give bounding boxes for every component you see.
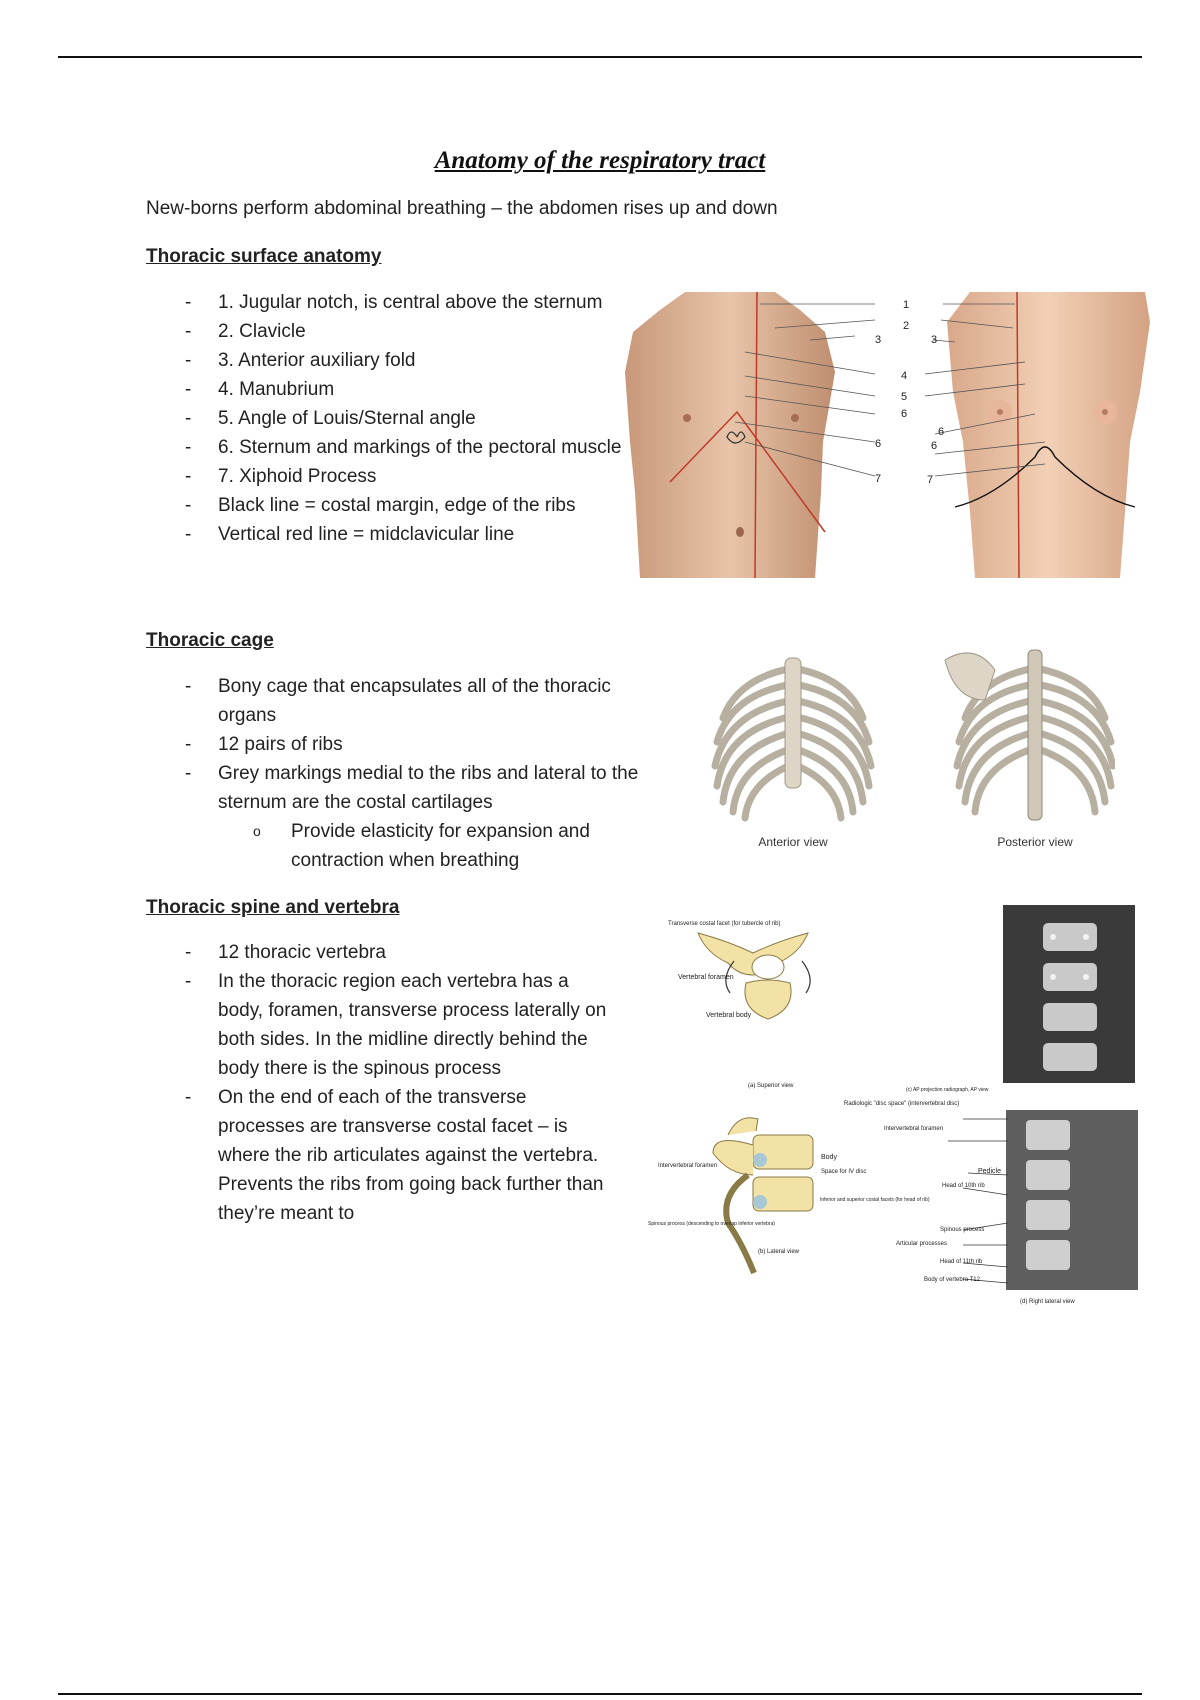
vertebral-foramen-label: Vertebral foramen — [678, 974, 734, 981]
list-item: - 12 thoracic vertebra — [185, 942, 386, 963]
list-item: - 5. Angle of Louis/Sternal angle — [185, 408, 476, 429]
intro-text: New-borns perform abdominal breathing – the abdomen rises up and down — [146, 198, 778, 219]
list-item: - 7. Xiphoid Process — [185, 466, 377, 487]
intervertebral-foramen-label: Intervertebral foramen — [658, 1163, 718, 1169]
surface-number: 5 — [901, 391, 908, 403]
spinous-process-short-label: Spinous process — [940, 1227, 985, 1233]
rib-cage-illustration — [705, 640, 1115, 850]
transverse-costal-facet-label: Transverse costal facet (for tubercle of rib) — [668, 921, 781, 927]
thoracic-vertebra-figure — [648, 905, 1138, 1320]
list-item: - 12 pairs of ribs — [185, 734, 343, 755]
section-heading-cage: Thoracic cage — [146, 630, 274, 651]
articular-processes-label: Articular processes — [896, 1241, 948, 1247]
list-item: - 1. Jugular notch, is central above the sternum — [185, 292, 603, 313]
surface-number: 3 — [931, 334, 938, 346]
body-of-t12-label: Body of vertebra T12 — [924, 1277, 980, 1283]
superior-view-caption: (a) Superior view — [748, 1083, 794, 1089]
page-title: Anatomy of the respiratory tract — [434, 147, 766, 174]
surface-bullet-list — [185, 288, 625, 549]
surface-number: 6 — [875, 438, 882, 450]
surface-number: 6 — [938, 426, 945, 438]
vertebra-illustration — [648, 905, 1138, 1320]
surface-number: 7 — [875, 473, 882, 485]
anterior-view-label: Anterior view — [758, 835, 828, 849]
surface-anatomy-figure — [625, 292, 1170, 578]
iv-foramen-label: Intervertebral foramen — [884, 1126, 944, 1132]
right-lateral-caption: (d) Right lateral view — [1020, 1299, 1075, 1305]
thoracic-cage-figure — [705, 640, 1115, 850]
surface-number: 6 — [931, 440, 938, 452]
radiologic-disc-space-label: Radiologic "disc space" (intervertebral disc) — [844, 1101, 960, 1107]
surface-number: 7 — [927, 474, 934, 486]
list-item: - Bony cage that encapsulates all of the thoracic organs — [185, 676, 611, 726]
surface-number: 3 — [875, 334, 882, 346]
posterior-view-label: Posterior view — [997, 835, 1073, 849]
list-item: - In the thoracic region each vertebra has a body, foramen, transverse process laterally on both sides. In the midline directly behind the body there is the spinous process — [185, 971, 607, 1079]
head-of-11th-rib-label: Head of 11th rib — [940, 1259, 983, 1265]
sub-list-item: o Provide elasticity for expansion and contraction when breathing — [253, 821, 590, 871]
cage-bullet-list — [185, 672, 685, 875]
list-item: - 6. Sternum and markings of the pectoral muscle — [185, 437, 622, 458]
bottom-rule — [58, 1693, 1142, 1695]
spinous-process-label: Spinous process (descending to overlap inferior vertebra) — [648, 1221, 776, 1227]
top-rule — [58, 56, 1142, 58]
list-item: - Black line = costal margin, edge of the ribs — [185, 495, 576, 516]
lateral-view-caption: (b) Lateral view — [758, 1249, 800, 1255]
list-item: - 2. Clavicle — [185, 321, 306, 342]
ap-view-caption: (c) AP projection radiograph, AP view — [906, 1087, 989, 1093]
spine-bullet-list — [185, 938, 615, 1228]
space-for-disc-label: Space for IV disc — [821, 1169, 867, 1175]
list-item: - 4. Manubrium — [185, 379, 335, 400]
list-item: - On the end of each of the transverse processes are transverse costal facet – is where the rib articulates against the vertebra. Prevents the ribs from going back further than they’re meant to — [185, 1087, 604, 1224]
surface-anatomy-illustration — [625, 292, 1170, 578]
costal-facets-label: Inferior and superior costal facets (for head of rib) — [820, 1197, 930, 1203]
surface-number: 2 — [903, 320, 910, 332]
surface-number: 6 — [901, 408, 908, 420]
surface-number: 1 — [903, 299, 910, 311]
vertebral-body-label: Vertebral body — [706, 1012, 752, 1019]
section-heading-spine: Thoracic spine and vertebra — [146, 897, 400, 918]
list-item: - 3. Anterior auxiliary fold — [185, 350, 416, 371]
list-item: - Grey markings medial to the ribs and lateral to the sternum are the costal cartilages — [185, 763, 639, 813]
head-of-10th-rib-label: Head of 10th rib — [942, 1183, 985, 1189]
surface-number: 4 — [901, 370, 908, 382]
pedicle-label: Pedicle — [978, 1168, 1001, 1175]
list-item: - Vertical red line = midclavicular line — [185, 524, 515, 545]
section-heading-surface: Thoracic surface anatomy — [146, 246, 382, 267]
body-label: Body — [821, 1154, 837, 1161]
